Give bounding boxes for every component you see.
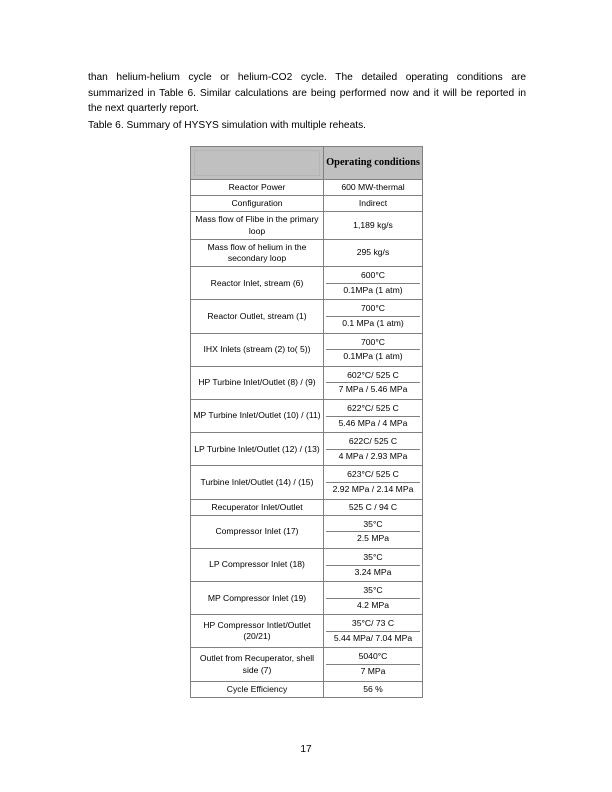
table-row [191,515,423,548]
table-caption: Table 6. Summary of HYSYS simulation with multiple reheats. [88,120,367,131]
table-cell-value-temperature: 35°C [326,584,420,599]
table-cell-label: Recuperator Inlet/Outlet [191,499,324,515]
table-cell-label: HP Turbine Inlet/Outlet (8) / (9) [191,366,324,399]
table-row [191,433,423,466]
table-row [191,466,423,499]
table-cell-value-pressure: 7 MPa [360,666,386,677]
table-row [191,366,423,399]
table-cell-value-pressure: 0.1MPa (1 atm) [343,351,403,362]
table-row [191,648,423,681]
table-cell-value-split [324,366,423,399]
table-cell-value-pressure: 4 MPa / 2.93 MPa [338,450,408,461]
table-cell-value-temperature: 700°C [326,302,420,317]
table-row [191,267,423,300]
body-paragraph: than helium-helium cycle or helium-CO2 cycle. The detailed operating conditions are summarized in Table 6. Similar calculations are being performed now and it will be reported in the next quarterly report. [88,72,526,115]
table-cell-value-temperature: 5040°C [326,650,420,665]
hysys-summary-table [190,146,423,698]
table-cell-value-pressure: 3.24 MPa [354,566,392,577]
table-cell-label: MP Compressor Inlet (19) [191,582,324,615]
table-cell-value: 600 MW-thermal [324,180,423,196]
table-cell-value-split [324,582,423,615]
page-number: 17 [300,744,312,755]
table-cell-value-pressure: 7 MPa / 5.46 MPa [338,384,408,395]
table-cell-label: Compressor Inlet (17) [191,515,324,548]
table-cell-value-temperature: 35°C [326,518,420,533]
table-cell-label: Reactor Inlet, stream (6) [191,267,324,300]
table-row [191,548,423,581]
table-body [191,147,423,698]
table-cell-value-pressure: 4.2 MPa [356,599,389,610]
table-cell-value: 295 kg/s [324,239,423,266]
table-cell-value-temperature: 602°C/ 525 C [326,369,420,384]
table-cell-value-temperature: 622C/ 525 C [326,435,420,450]
header-cell-blank [191,147,324,180]
table-cell-value-split [324,548,423,581]
table-cell-label: HP Compressor Intlet/Outlet (20/21) [191,615,324,648]
table-cell-value-temperature: 622°C/ 525 C [326,402,420,417]
table-row [191,399,423,432]
table-cell-value-pressure: 0.1 MPa (1 atm) [342,318,404,328]
table-cell-value-split [324,466,423,499]
table-cell-value-temperature: 35°C [326,551,420,566]
table-cell-value-split [324,399,423,432]
table-cell-label: Turbine Inlet/Outlet (14) / (15) [191,466,324,499]
header-cell-operating-conditions: Operating conditions [324,147,423,180]
table-cell-label: Reactor Power [191,180,324,196]
table-row [191,300,423,333]
table-row [191,212,423,239]
table-row [191,681,423,697]
table-cell-value-temperature: 600°C [326,269,420,284]
table-cell-value-pressure: 5.46 MPa / 4 MPa [338,417,408,428]
table-row [191,196,423,212]
table-cell-value-split [324,267,423,300]
table-cell-label: Configuration [191,196,324,212]
table-cell-label: Mass flow of helium in the secondary loop [191,239,324,266]
header-blank-inner-box [194,150,320,176]
table-row [191,239,423,266]
table-cell-value-pressure: 5.44 MPa/ 7.04 MPa [333,632,413,643]
table-cell-label: Cycle Efficiency [191,681,324,697]
table-cell-value-split [324,515,423,548]
table-row [191,615,423,648]
table-row [191,582,423,615]
table-cell-value-split [324,648,423,681]
table-cell-value-temperature: 623°C/ 525 C [326,468,420,483]
table-cell-value-pressure: 2.5 MPa [356,533,389,544]
table-cell-value-split [324,333,423,366]
table-cell-value: 525 C / 94 C [324,499,423,515]
table-cell-value-pressure: 0.1MPa (1 atm) [343,284,403,295]
hysys-summary-table-wrapper [190,146,422,698]
table-cell-label: MP Turbine Inlet/Outlet (10) / (11) [191,399,324,432]
table-cell-value: Indirect [324,196,423,212]
table-cell-label: Mass flow of Flibe in the primary loop [191,212,324,239]
table-cell-value-temperature: 35°C/ 73 C [326,617,420,632]
table-cell-label: Reactor Outlet, stream (1) [191,300,324,333]
table-row [191,333,423,366]
table-row [191,180,423,196]
table-cell-label: Outlet from Recuperator, shell side (7) [191,648,324,681]
table-header-row [191,147,423,180]
table-cell-value-split [324,615,423,648]
table-cell-label: LP Turbine Inlet/Outlet (12) / (13) [191,433,324,466]
table-row [191,499,423,515]
table-cell-value-temperature: 700°C [326,336,420,351]
table-cell-value-pressure: 2.92 MPa / 2.14 MPa [332,483,414,494]
table-cell-label: LP Compressor Inlet (18) [191,548,324,581]
table-cell-label: IHX Inlets (stream (2) to( 5)) [191,333,324,366]
table-cell-value: 56 % [324,681,423,697]
table-cell-value-split [324,433,423,466]
table-cell-value-split [324,300,423,333]
table-cell-value: 1,189 kg/s [324,212,423,239]
